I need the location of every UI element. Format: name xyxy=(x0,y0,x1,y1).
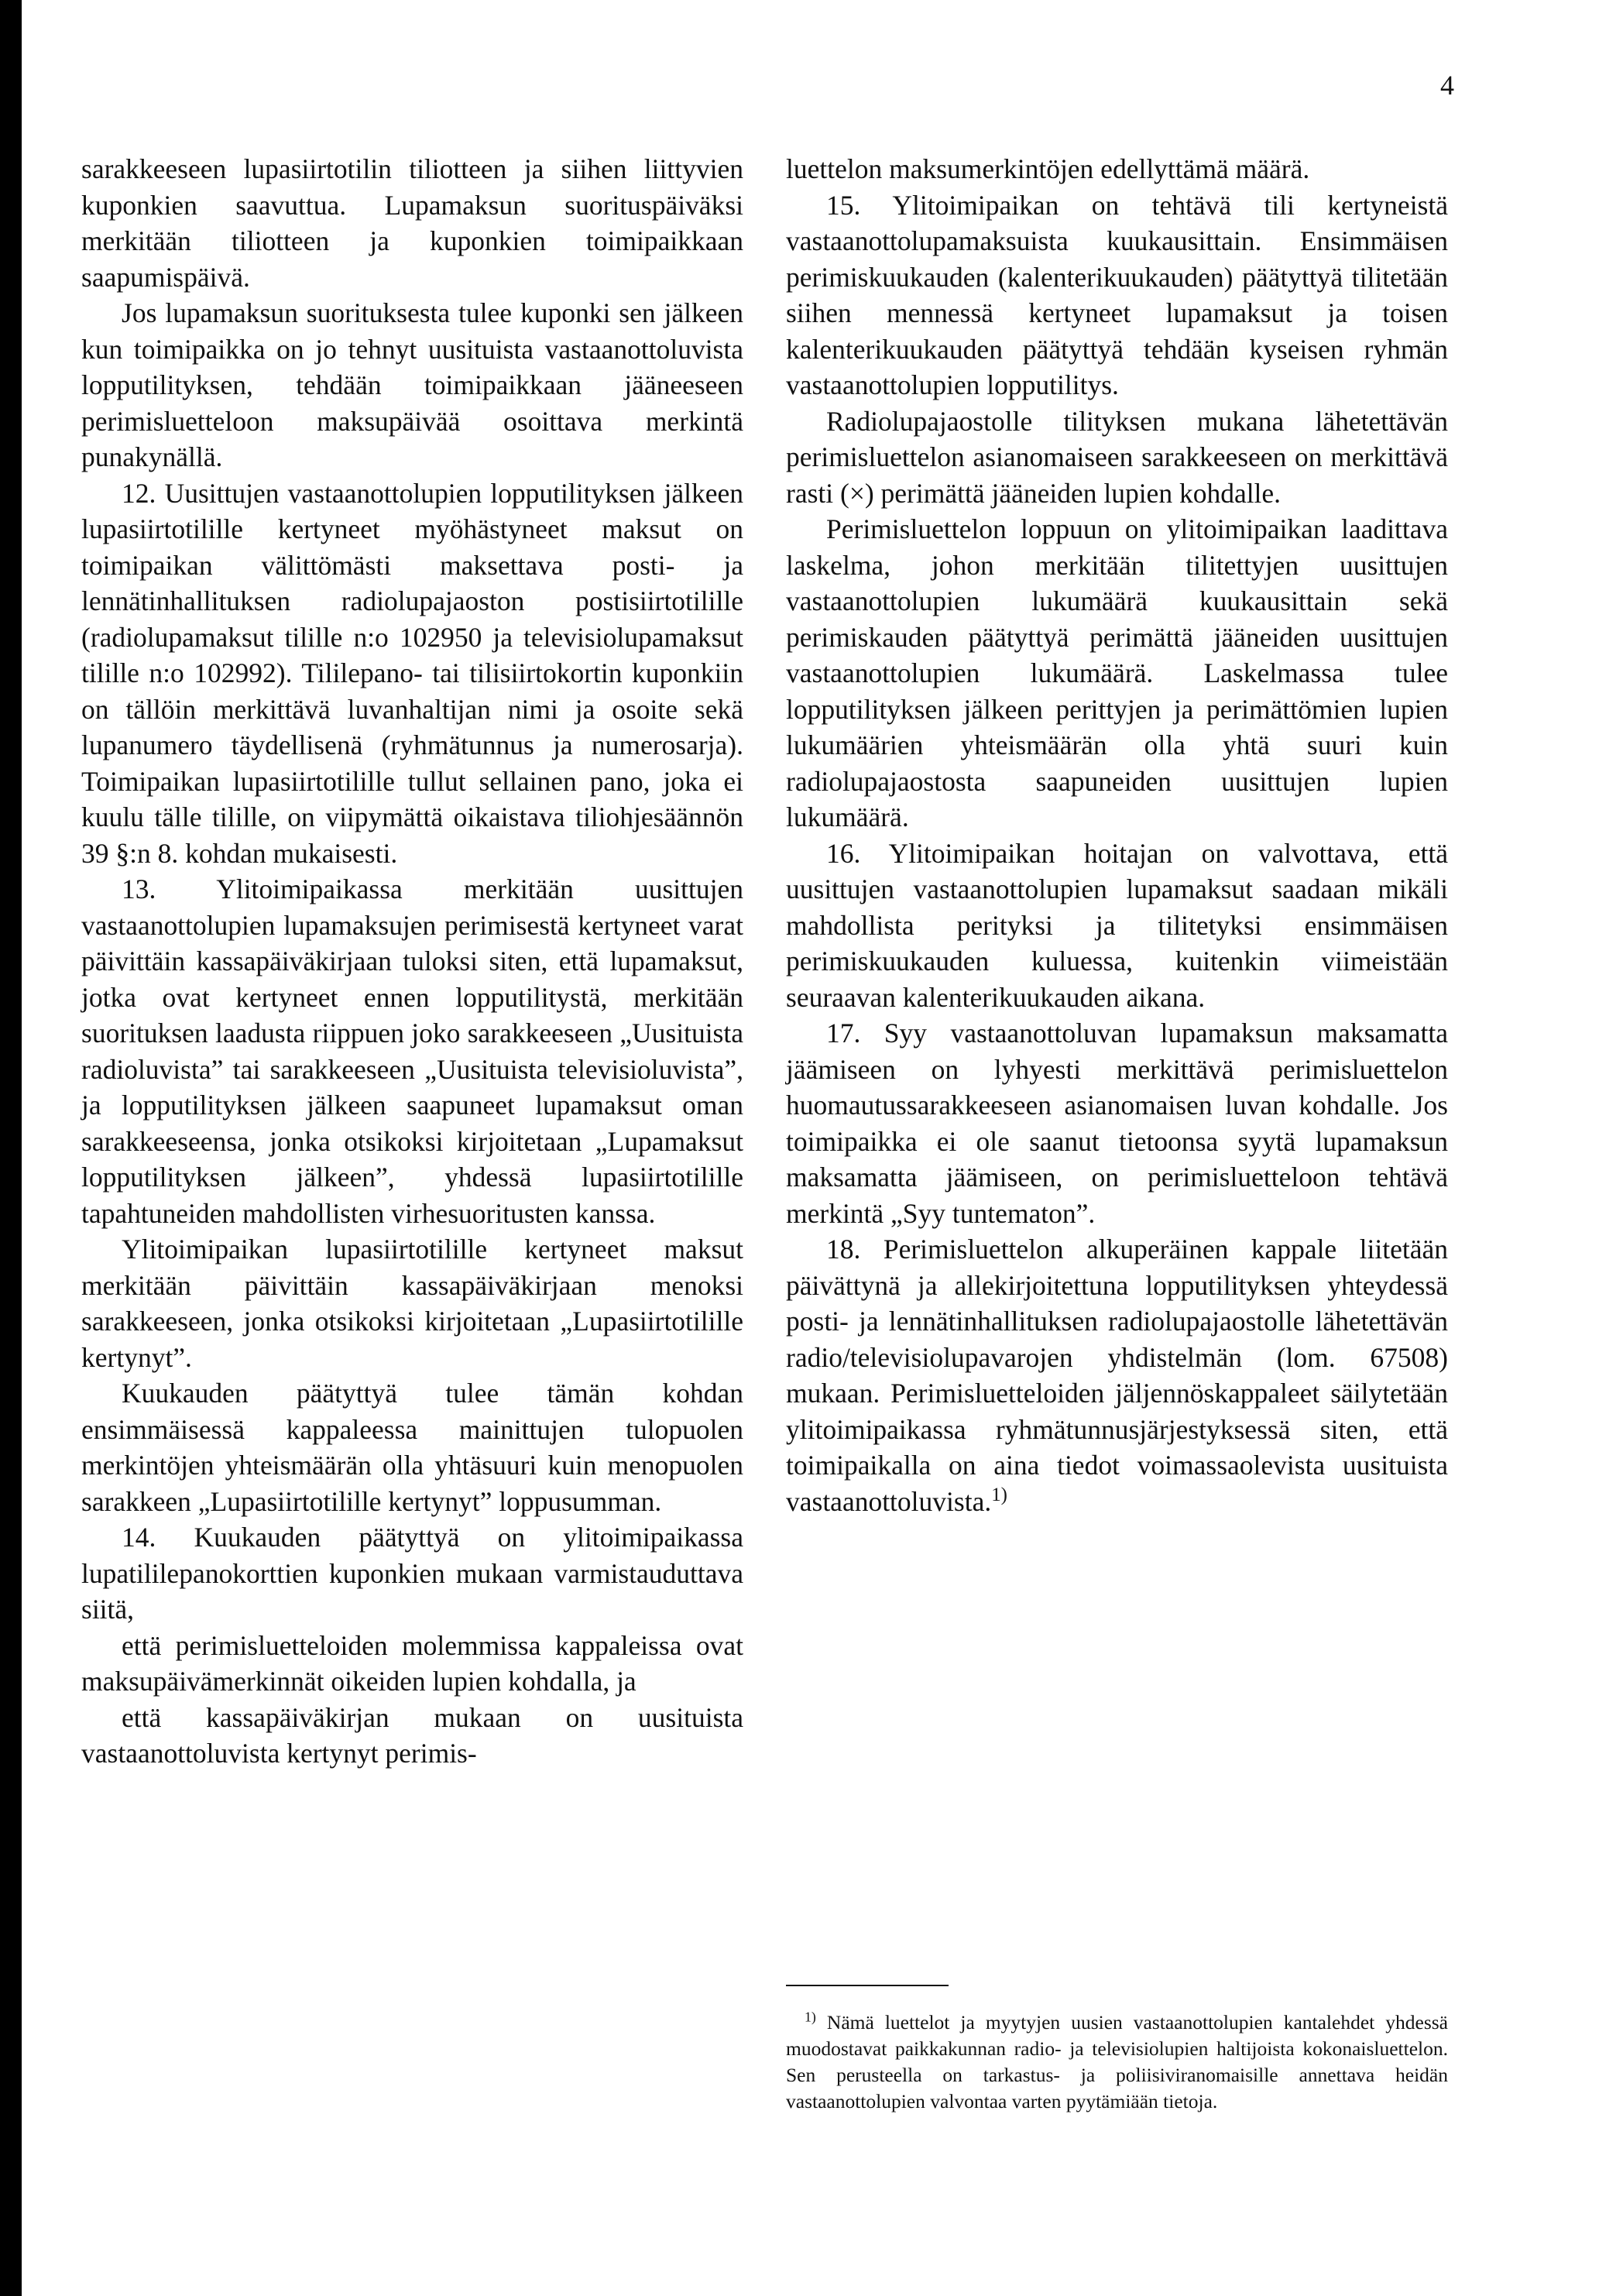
paragraph: Radiolupajaostolle tilityksen mukana lähetettävän perimisluettelon asianomaiseen sarakkeeseen on merkittävä rasti (×) perimättä jääneiden lupien kohdalle. xyxy=(786,405,1448,509)
paragraph: Perimisluettelon loppuun on ylitoimipaikan laadittava laskelma, johon merkitään tilitettyjen uusittujen vastaanottolupien lukumäärä kuukausittain sekä perimiskauden päätyttyä perimättä jääneiden uusittujen vastaanottolupien lukumäärä. Laskelmassa tulee lopputilityksen jälkeen perittyjen ja perimättömien lupien lukumäärien yhteismäärän olla yhtä suuri kuin radiolupajaostosta saapuneiden uusittujen lupien lukumäärä. xyxy=(786,513,1448,832)
paragraph-section-13: 13. Ylitoimipaikassa merkitään uusittujen vastaanottolupien lupamaksujen perimisestä kertyneet varat päivittäin kassapäiväkirjaan tuloksi siten, että lupamaksut, jotka ovat kertyneet ennen lopputilitystä, merkitään suorituksen laadusta riippuen joko sarakkeeseen „Uusituista radioluvista” tai sarakkeeseen „Uusituista televisioluvista”, ja lopputilityksen jälkeen saapuneet lupamaksut oman sarakkeeseensa, jonka otsikoksi kirjoitetaan „Lupamaksut lopputilityksen jälkeen”, yhdessä lupasiirtotilille tapahtuneiden mahdollisten virhesuoritusten kanssa. xyxy=(81,873,743,1229)
paragraph-section-18 xyxy=(786,1231,1448,1519)
paragraph: että perimisluetteloiden molemmissa kappaleissa ovat maksupäivämerkinnät oikeiden lupien kohdalla, ja xyxy=(81,1629,743,1697)
paragraph-section-14: 14. Kuukauden päätyttyä on ylitoimipaikassa lupatililepanokorttien kuponkien mukaan varmistauduttava siitä, xyxy=(81,1522,743,1625)
page-number: 4 xyxy=(1440,70,1454,101)
paragraph: Jos lupamaksun suorituksesta tulee kuponki sen jälkeen kun toimipaikka on jo tehnyt uusituista vastaanottoluvista lopputilityksen, tehdään toimipaikkaan jääneeseen perimisluetteloon maksupäivää osoittava merkintä punakynällä. xyxy=(81,297,743,472)
paragraph: sarakkeeseen lupasiirtotilin tiliotteen ja siihen liittyvien kuponkien saavuttua. Lupamaksun suorituspäiväksi merkitään tiliotteen ja kuponkien toimipaikkaan saapumispäivä. xyxy=(81,153,743,293)
paragraph: luettelon maksumerkintöjen edellyttämä määrä. xyxy=(786,153,1310,184)
footnote-divider xyxy=(786,1985,949,1986)
footnote-marker: 1) xyxy=(805,2009,816,2025)
left-column xyxy=(81,151,743,1772)
paragraph-section-16: 16. Ylitoimipaikan hoitajan on valvottava, että uusittujen vastaanottolupien lupamaksut saadaan mikäli mahdollista perityksi ja tilitetyksi ensimmäisen perimiskuukauden kuluessa, kuitenkin viimeistään seuraavan kalenterikuukauden aikana. xyxy=(786,837,1448,1013)
paragraph-section-17: 17. Syy vastaanottoluvan lupamaksun maksamatta jäämiseen on lyhyesti merkittävä perimisluettelon huomautussarakkeeseen asianomaisen luvan kohdalle. Jos toimipaikka ei ole saanut tietoonsa syytä lupamaksun maksamatta jäämiseen, on perimisluetteloon tehtävä merkintä „Syy tuntematon”. xyxy=(786,1018,1448,1229)
scan-edge xyxy=(0,0,22,2296)
paragraph-section-12: 12. Uusittujen vastaanottolupien lopputilityksen jälkeen lupasiirtotilille kertyneet myöhästyneet maksut on toimipaikan välittömästi maksettava posti- ja lennätinhallituksen radiolupajaoston postisiirtotilille (radiolupamaksut tilille n:o 102950 ja televisiolupamaksut tilille n:o 102992). Tililepano- tai tilisiirtokortin kuponkiin on tällöin merkittävä luvanhaltijan nimi ja osoite sekä lupanumero täydellisenä (ryhmätunnus ja numerosarja). Toimipaikan lupasiirtotilille tullut sellainen pano, joka ei kuulu tälle tilille, on viipymättä oikaistava tiliohjesäännön 39 §:n 8. kohdan mukaisesti. xyxy=(81,477,743,869)
footnote-reference: 1) xyxy=(991,1484,1007,1505)
right-column xyxy=(786,151,1448,1519)
paragraph: Kuukauden päätyttyä tulee tämän kohdan ensimmäisessä kappaleessa mainittujen tulopuolen merkintöjen yhteismäärän olla yhtäsuuri kuin menopuolen sarakkeen „Lupasiirtotilille kertynyt” loppusumman. xyxy=(81,1378,743,1517)
footnote-text: Nämä luettelot ja myytyjen uusien vastaanottolupien kantalehdet yhdessä muodostavat paikkakunnan radio- ja televisiolupien haltijoista kokonaisluettelon. Sen perusteella on tarkastus- ja poliisiviranomaisille annettava heidän vastaanottolupien valvontaa varten pyytämiään tietoja. xyxy=(786,2011,1448,2112)
paragraph: että kassapäiväkirjan mukaan on uusituista vastaanottoluvista kertynyt perimis- xyxy=(81,1701,743,1769)
paragraph-section-15: 15. Ylitoimipaikan on tehtävä tili kertyneistä vastaanottolupamaksuista kuukausittain. Ensimmäisen perimiskuukauden (kalenterikuukauden) päätyttyä tilitetään siihen mennessä kertyneet lupamaksut ja toisen kalenterikuukauden päätyttyä tehdään kyseisen ryhmän vastaanottolupien lopputilitys. xyxy=(786,189,1448,400)
footnote-area xyxy=(786,1985,1448,2135)
footnote xyxy=(786,2009,1448,2115)
paragraph-text: 18. Perimisluettelon alkuperäinen kappale liitetään päivättynä ja allekirjoitettuna lopputilityksen yhteydessä posti- ja lennätinhallituksen radiolupajaostolle lähetettävän radio/televisiolupavarojen yhdistelmän (lom. 67508) mukaan. Perimisluetteloiden jäljennöskappaleet säilytetään ylitoimipaikassa ryhmätunnusjärjestyksessä siten, että toimipaikalla on aina tiedot voimassaolevista uusituista vastaanottoluvista. xyxy=(786,1234,1448,1517)
paragraph: Ylitoimipaikan lupasiirtotilille kertyneet maksut merkitään päivittäin kassapäiväkirjaan menoksi sarakkeeseen, jonka otsikoksi kirjoitetaan „Lupasiirtotilille kertynyt”. xyxy=(81,1234,743,1373)
